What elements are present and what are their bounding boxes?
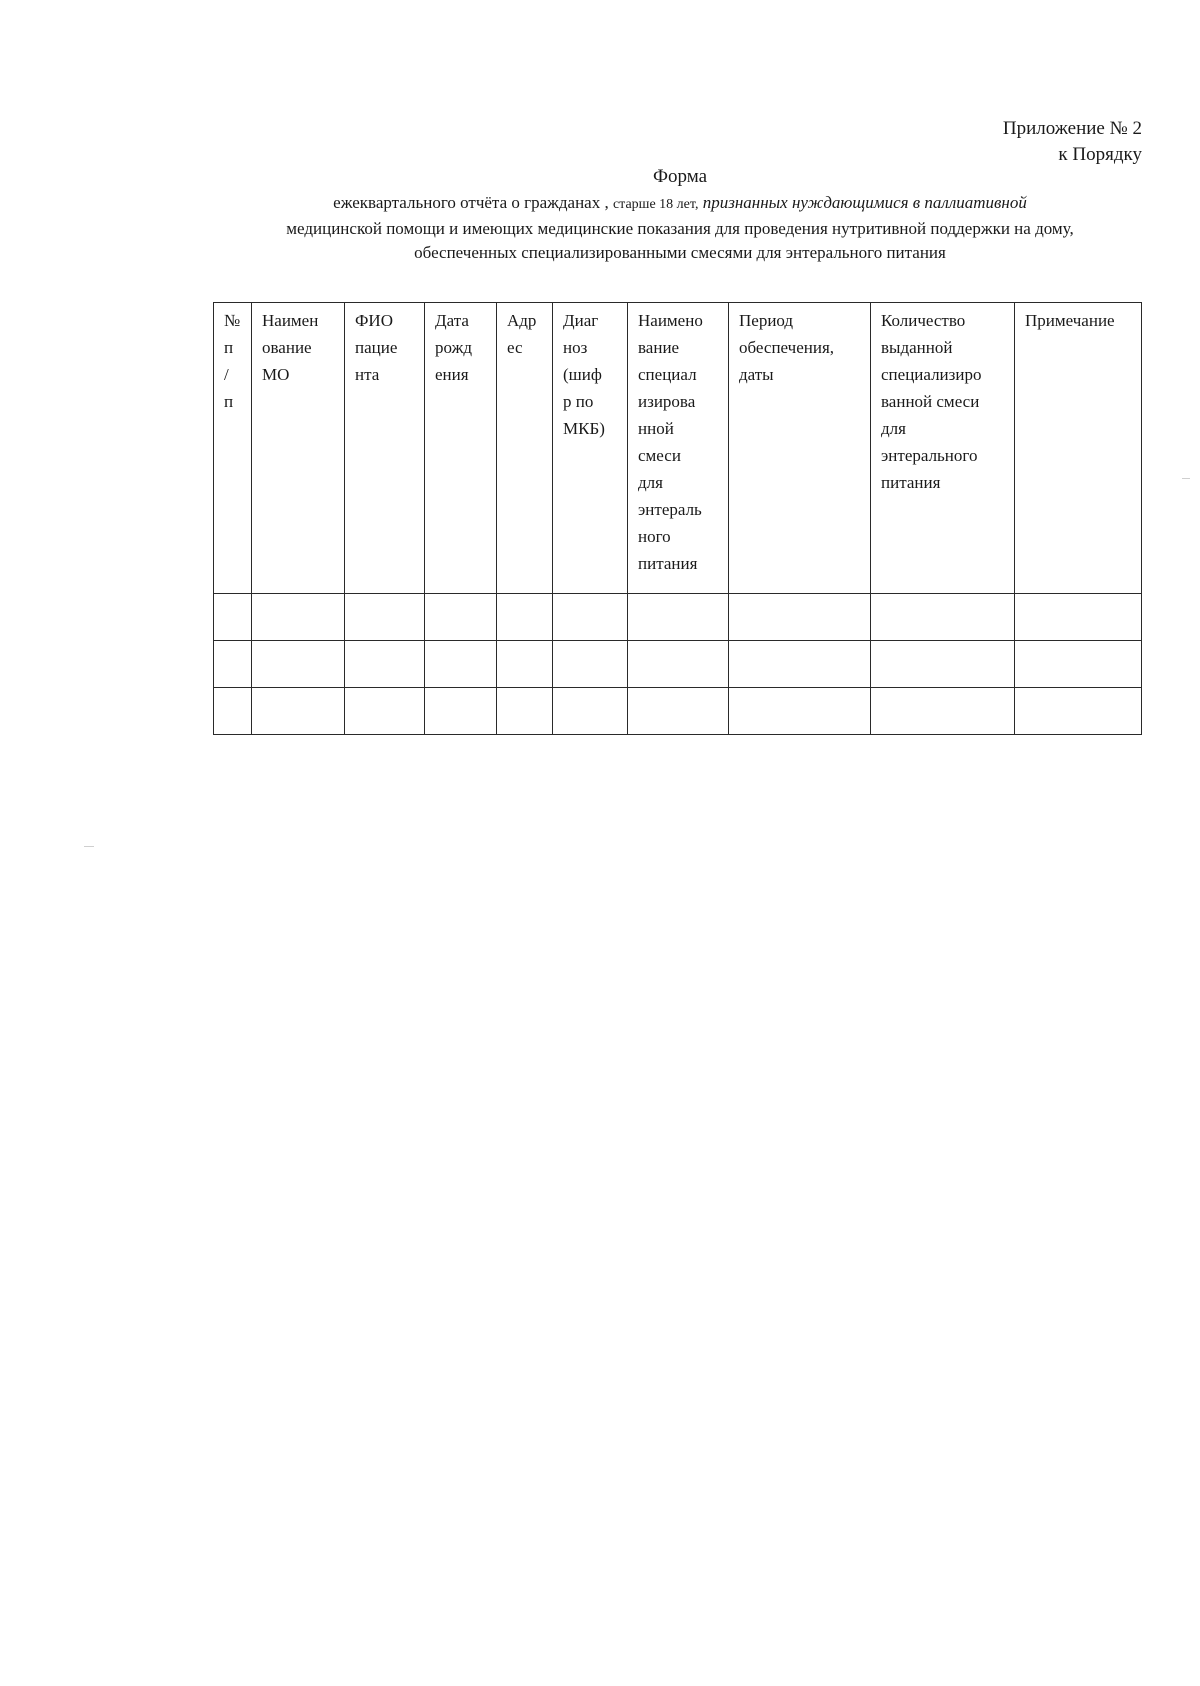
table-cell <box>871 641 1015 688</box>
column-header-line: ес <box>507 338 523 357</box>
column-header-line: для <box>881 419 906 438</box>
appendix-number: Приложение № 2 <box>1002 118 1142 139</box>
column-header-line: даты <box>739 365 774 384</box>
table-cell <box>1015 594 1142 641</box>
column-header-line: выданной <box>881 338 953 357</box>
column-header-line: Примечание <box>1025 311 1115 330</box>
column-header-line: нной <box>638 419 674 438</box>
column-header <box>1015 303 1142 594</box>
table-cell <box>425 688 497 735</box>
column-header-text <box>628 303 728 577</box>
column-header-line: ванной смеси <box>881 392 980 411</box>
column-header <box>425 303 497 594</box>
column-header <box>214 303 252 594</box>
table-header-row <box>214 303 1142 594</box>
scan-artifact <box>1182 478 1190 479</box>
column-header-text <box>553 303 627 442</box>
table-cell <box>553 594 628 641</box>
table-cell <box>214 688 252 735</box>
column-header-line: пацие <box>355 338 398 357</box>
table-cell <box>553 688 628 735</box>
column-header-line: Наимен <box>262 311 319 330</box>
column-header-line: энтерального <box>881 446 978 465</box>
column-header-line: Наимено <box>638 311 703 330</box>
column-header-line: Адр <box>507 311 537 330</box>
table-cell <box>345 594 425 641</box>
heading-line-1-part-c: признанных нуждающимися в паллиативной <box>702 193 1027 212</box>
table-cell <box>425 594 497 641</box>
column-header <box>252 303 345 594</box>
column-header-line: Количество <box>881 311 966 330</box>
table-cell <box>729 641 871 688</box>
table-cell <box>252 594 345 641</box>
column-header <box>497 303 553 594</box>
heading-line-1 <box>160 191 1200 217</box>
form-word: Форма <box>652 166 708 187</box>
table-row <box>214 688 1142 735</box>
appendix-reference <box>1003 116 1142 168</box>
table-cell <box>252 641 345 688</box>
column-header-line: питания <box>638 554 698 573</box>
table-cell <box>497 688 553 735</box>
column-header-text <box>729 303 870 388</box>
column-header-line: п <box>224 338 234 357</box>
column-header-line: ФИО <box>355 311 393 330</box>
table-cell <box>1015 688 1142 735</box>
column-header-line: обеспечения, <box>739 338 835 357</box>
column-header <box>345 303 425 594</box>
table-cell <box>628 688 729 735</box>
column-header-line: п <box>224 392 234 411</box>
column-header <box>628 303 729 594</box>
column-header <box>729 303 871 594</box>
column-header-text <box>345 303 424 388</box>
form-heading <box>160 164 1200 265</box>
column-header-text <box>425 303 496 388</box>
table-row <box>214 594 1142 641</box>
column-header-line: / <box>224 365 229 384</box>
column-header-line: Дата <box>435 311 469 330</box>
table-cell <box>729 594 871 641</box>
column-header-line: для <box>638 473 663 492</box>
column-header-line: р по <box>563 392 594 411</box>
column-header-text <box>1015 303 1141 334</box>
table-row <box>214 641 1142 688</box>
heading-line-1-part-a: ежеквартального отчёта о гражданах , <box>333 193 609 212</box>
column-header-line: ения <box>435 365 469 384</box>
table-cell <box>553 641 628 688</box>
table-cell <box>1015 641 1142 688</box>
column-header-line: специализиро <box>881 365 982 384</box>
column-header-line: нта <box>355 365 380 384</box>
column-header-line: МКБ) <box>563 419 605 438</box>
column-header-line: энтераль <box>638 500 702 519</box>
table-cell <box>628 594 729 641</box>
column-header-line: ноз <box>563 338 588 357</box>
report-table <box>213 302 1142 735</box>
column-header-text <box>252 303 344 388</box>
scan-artifact <box>84 846 94 847</box>
column-header-text <box>214 303 251 415</box>
table-cell <box>345 688 425 735</box>
column-header-line: № <box>224 311 241 330</box>
table-cell <box>628 641 729 688</box>
heading-line-3: обеспеченных специализированными смесями для энтерального питания <box>414 243 946 262</box>
appendix-order-reference: к Порядку <box>1058 144 1142 165</box>
column-header-line: вание <box>638 338 680 357</box>
table-cell <box>871 688 1015 735</box>
column-header <box>871 303 1015 594</box>
column-header-text <box>497 303 552 361</box>
table-cell <box>214 641 252 688</box>
table-cell <box>497 641 553 688</box>
column-header-text <box>871 303 1014 496</box>
column-header-line: (шиф <box>563 365 602 384</box>
table-cell <box>497 594 553 641</box>
column-header-line: ного <box>638 527 671 546</box>
table-cell <box>214 594 252 641</box>
heading-line-2: медицинской помощи и имеющих медицинские показания для проведения нутритивной поддержки на дому, <box>286 219 1074 238</box>
table-cell <box>345 641 425 688</box>
column-header-line: Диаг <box>563 311 599 330</box>
table-body <box>214 594 1142 735</box>
table-cell <box>871 594 1015 641</box>
column-header <box>553 303 628 594</box>
column-header-line: рожд <box>435 338 472 357</box>
heading-line-1-age: старше 18 лет, <box>612 197 699 212</box>
column-header-line: Период <box>739 311 794 330</box>
column-header-line: МО <box>262 365 290 384</box>
column-header-line: изирова <box>638 392 696 411</box>
column-header-line: специал <box>638 365 697 384</box>
table-cell <box>729 688 871 735</box>
column-header-line: смеси <box>638 446 681 465</box>
table-cell <box>425 641 497 688</box>
column-header-line: питания <box>881 473 941 492</box>
column-header-line: ование <box>262 338 312 357</box>
table-cell <box>252 688 345 735</box>
